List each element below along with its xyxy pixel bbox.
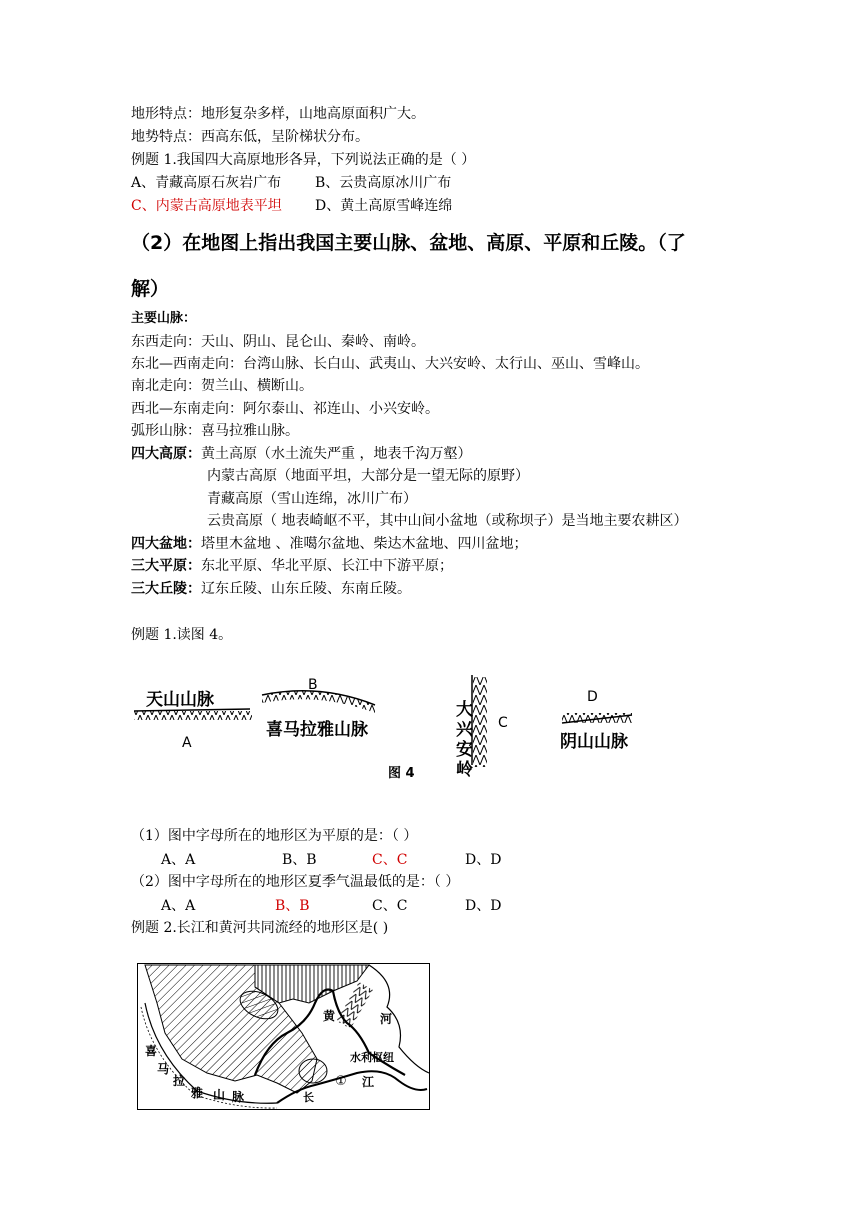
map-label-shuili: 水利枢纽	[350, 1051, 394, 1064]
section2-heading-cont: 解）	[131, 278, 170, 300]
example1-question: 例题 1.我国四大高原地形各异，下列说法正确的是（ ）	[131, 152, 476, 168]
daxinganling-char-4: 岭	[456, 760, 473, 780]
mountains-nesw: 东北—西南走向：台湾山脉、长白山、武夷山、大兴安岭、太行山、巫山、雪峰山。	[131, 356, 649, 372]
tianshan-label: 天山山脉	[146, 690, 214, 710]
figure-4-caption: 图 4	[388, 766, 415, 781]
map-label-one: ①	[335, 1074, 347, 1089]
yinshan-mountain-mark	[562, 713, 632, 723]
plateaus-label: 四大高原：	[131, 446, 201, 462]
hills-label: 三大丘陵：	[131, 581, 201, 597]
fig-q1-option-a: A、A	[161, 852, 196, 868]
terrain-feature: 地形特点：地形复杂多样，山地高原面积广大。	[131, 106, 425, 122]
map-label-ya: 雅	[191, 1086, 204, 1100]
plains-row	[131, 556, 453, 576]
map-label-ma: 马	[157, 1062, 170, 1076]
daxinganling-char-1: 大	[456, 700, 473, 720]
basins-row	[131, 534, 527, 554]
map-label-shan: 山	[213, 1088, 226, 1102]
mountains-ns: 南北走向：贺兰山、横断山。	[131, 378, 313, 394]
example1-option-d: D、黄土高原雪峰连绵	[315, 198, 453, 214]
example2-question: 例题 2.长江和黄河共同流经的地形区是( )	[131, 920, 389, 936]
letter-d: D	[587, 689, 598, 705]
section2-heading: （2）在地图上指出我国主要山脉、盆地、高原、平原和丘陵。（了	[131, 232, 686, 254]
plains-text: 东北平原、华北平原、长江中下游平原；	[201, 558, 453, 574]
letter-c: C	[498, 715, 508, 731]
fig-q2-option-d: D、D	[465, 898, 502, 914]
hills-row	[131, 579, 411, 599]
plains-label: 三大平原：	[131, 558, 201, 574]
daxinganling-char-2: 兴	[456, 720, 473, 740]
map-label-xi: 喜	[145, 1044, 158, 1058]
fig-q1-option-b: B、B	[282, 852, 317, 868]
mountains-arc: 弧形山脉：喜马拉雅山脉。	[131, 423, 299, 439]
example1-option-c: C、内蒙古高原地表平坦	[131, 198, 282, 214]
example1-option-a: A、青藏高原石灰岩广布	[131, 175, 282, 191]
plateau-qinghai-tibet: 青藏高原（雪山连绵，冰川广布）	[207, 491, 417, 507]
fig-q2-option-a: A、A	[161, 898, 196, 914]
map-label-huang: 黄	[323, 1009, 336, 1023]
letter-b: B	[308, 677, 318, 693]
letter-a: A	[182, 735, 192, 751]
map-label-he: 河	[380, 1012, 393, 1026]
fig-q2-option-c: C、C	[372, 898, 408, 914]
slope-feature: 地势特点：西高东低，呈阶梯状分布。	[131, 129, 369, 145]
fig-q1-option-c: C、C	[372, 852, 408, 868]
mountains-nwse: 西北—东南走向：阿尔泰山、祁连山、小兴安岭。	[131, 401, 439, 417]
himalaya-label: 喜马拉雅山脉	[266, 720, 368, 740]
hills-text: 辽东丘陵、山东丘陵、东南丘陵。	[201, 581, 411, 597]
figure4-intro: 例题 1.读图 4。	[131, 627, 233, 643]
sichuan-region	[299, 1059, 327, 1083]
river-map	[137, 963, 430, 1110]
figure-4	[120, 665, 660, 790]
basins-text: 塔里木盆地 、准噶尔盆地、柴达木盆地、四川盆地；	[201, 536, 528, 552]
plateau-loess: 黄土高原（水土流失严重 ，地表千沟万壑）	[201, 446, 472, 462]
map-label-chang: 长	[303, 1091, 314, 1104]
fig-q1-option-d: D、D	[465, 852, 502, 868]
mountains-ew: 东西走向：天山、阴山、昆仑山、秦岭、南岭。	[131, 334, 425, 350]
fig-q1: （1）图中字母所在的地形区为平原的是：（ ）	[131, 828, 418, 844]
plateau-inner-mongolia: 内蒙古高原（地面平坦，大部分是一望无际的原野）	[207, 468, 529, 484]
fig-q2: （2）图中字母所在的地形区夏季气温最低的是：（ ）	[131, 874, 460, 890]
fig-q2-option-b: B、B	[275, 898, 310, 914]
map-label-la: 拉	[173, 1074, 186, 1088]
daxinganling-char-3: 安	[456, 740, 473, 760]
example1-option-b: B、云贵高原冰川广布	[315, 175, 452, 191]
plateaus-row-1	[131, 444, 471, 464]
basins-label: 四大盆地：	[131, 536, 201, 552]
map-label-jiang: 江	[362, 1075, 375, 1089]
tianshan-mountain-mark	[134, 711, 252, 720]
yinshan-label: 阴山山脉	[560, 732, 628, 752]
himalaya-mountain-mark	[262, 691, 375, 713]
mountains-title: 主要山脉：	[131, 311, 197, 326]
daxinganling-mountain-mark	[473, 677, 487, 767]
map-label-mai: 脉	[232, 1090, 245, 1104]
plateau-yunnan-guizhou: 云贵高原（ 地表崎岖不平，其中山间小盆地（或称坝子）是当地主要农耕区）	[207, 513, 688, 529]
